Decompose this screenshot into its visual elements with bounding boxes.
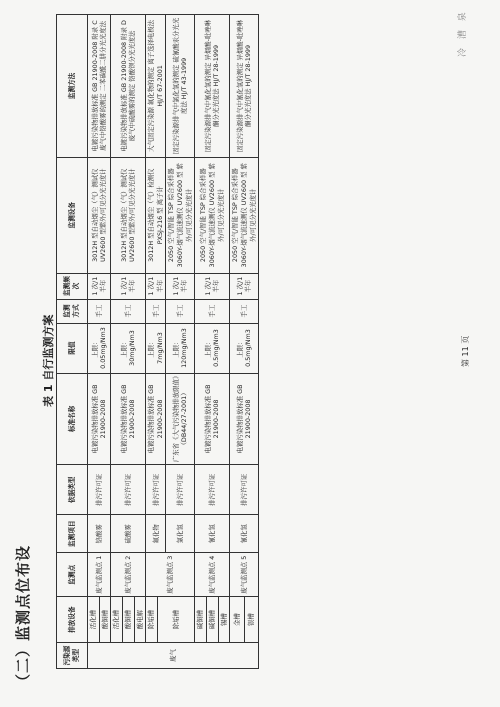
standard-cell: 广东省《大气污染物排放限值》（DB44/27-2001）: [166, 373, 195, 465]
frequency-cell: 1 次/1 半年: [88, 273, 111, 299]
header-cell: 污染源类型: [57, 643, 88, 669]
standard-cell: 电镀污染物排放标准 GB 21900-2008: [146, 373, 166, 465]
header-cell: 限值: [57, 323, 88, 373]
monitoring-plan-table: [56, 14, 259, 669]
equipment-cell: 酸铜槽: [122, 597, 134, 643]
basis-cell: 排污许可证: [146, 465, 166, 515]
equipment-cell: 除垢槽: [157, 597, 195, 643]
standard-cell: 电镀污染物排放标准 GB 21900-2008: [195, 373, 230, 465]
limit-cell: 上限：0.5mg/Nm3: [195, 323, 230, 373]
item-cell: 氰化氢: [230, 515, 259, 553]
table-row: [111, 15, 123, 669]
monitoring-point-cell: 废气监测点 2: [111, 553, 146, 597]
device-cell: 3012H 型自动烟尘（气）测试仪 UV2600 型紫外/可见分光光度计: [88, 157, 111, 273]
method-cell: 固定污染源排气中氰化氢的测定 异烟酸-吡唑啉酮分光光度法 HJ/T 28-1999: [195, 15, 230, 158]
mode-cell: 手工: [146, 299, 166, 323]
header-cell: 依据类型: [57, 465, 88, 515]
equipment-cell: 酸电解: [134, 597, 146, 643]
method-cell: 大气固定污染源 氟化物的测定 离子选择电极法 HJ/T 67-2001: [146, 15, 166, 158]
item-cell: 氰化氢: [195, 515, 230, 553]
device-cell: 2050 空气/智能 TSP 综合采样器 3060Y-烟气流速测仪 UV2600 型 紫外/可见分光光度计: [166, 157, 195, 273]
header-cell: 监测方法: [57, 15, 88, 158]
item-cell: 铬酸雾: [88, 515, 111, 553]
table-row: [146, 15, 158, 669]
basis-cell: 排污许可证: [88, 465, 111, 515]
stamp-mark: 冷 漕 泉: [458, 9, 468, 57]
equipment-cell: 活化槽: [111, 597, 123, 643]
frequency-cell: 1 次/1 半年: [166, 273, 195, 299]
pollution-type-cell: 废气: [88, 643, 259, 669]
table-header-row: [57, 15, 88, 669]
table-row: [230, 15, 244, 669]
header-cell: 监测点: [57, 553, 88, 597]
equipment-cell: 除垢槽: [146, 597, 158, 643]
header-cell: 监测方式: [57, 299, 88, 323]
mode-cell: 手工: [166, 299, 195, 323]
table-row: [88, 15, 100, 669]
limit-cell: 上限：30mg/Nm3: [111, 323, 146, 373]
frequency-cell: 1 次/1 半年: [195, 273, 230, 299]
table-row: [195, 15, 207, 669]
monitoring-point-cell: 废气监测点 4: [195, 553, 230, 597]
device-cell: 2050 空气/智能 TSP 综合采样器 3060Y-烟气流速测仪 UV2600 型 紫外/可见分光光度计: [230, 157, 259, 273]
standard-cell: 电镀污染物排放标准 GB 21900-2008: [111, 373, 146, 465]
mode-cell: 手工: [88, 299, 111, 323]
monitoring-point-cell: 废气监测点 1: [88, 553, 111, 597]
mode-cell: 手工: [195, 299, 230, 323]
equipment-cell: 锡槽: [218, 597, 230, 643]
equipment-cell: 金槽: [230, 597, 244, 643]
standard-cell: 电镀污染物排放标准 GB 21900-2008: [88, 373, 111, 465]
basis-cell: 排污许可证: [195, 465, 230, 515]
frequency-cell: 1 次/1 半年: [146, 273, 166, 299]
item-cell: 氟化物: [146, 515, 166, 553]
frequency-cell: 1 次/1 半年: [230, 273, 259, 299]
limit-cell: 上限：0.5mg/Nm3: [230, 323, 259, 373]
method-cell: 电镀污染物排放标准 GB 21900-2008 附录 D 废气中硫酸雾的测定 铬酸钡分光光度法: [111, 15, 146, 158]
item-cell: 氯化氢: [166, 515, 195, 553]
equipment-cell: 银槽: [244, 597, 258, 643]
equipment-cell: 活化槽: [88, 597, 100, 643]
limit-cell: 上限：7mg/Nm3: [146, 323, 166, 373]
equipment-cell: 碱铜槽: [207, 597, 219, 643]
mode-cell: 手工: [230, 299, 259, 323]
basis-cell: 排污许可证: [166, 465, 195, 515]
device-cell: 3012H 型自动烟尘（气）检测仪 PXSJ-216 型 离子计: [146, 157, 166, 273]
header-cell: 标准名称: [57, 373, 88, 465]
method-cell: 固定污染源排气中氯化氢的测定 硫氰酸汞分光光度法 HJ/T 43-1999: [166, 15, 195, 158]
basis-cell: 排污许可证: [230, 465, 259, 515]
method-cell: 电镀污染物排放标准 GB 21900-2008 附录 C 废气中铬酸雾的测定 二苯碳酰二肼分光光度法: [88, 15, 111, 158]
mode-cell: 手工: [111, 299, 146, 323]
device-cell: 3012H 型自动烟尘（气）测试仪 UV2600 型紫外/可见分光光度计: [111, 157, 146, 273]
section-title: （二）监测点位布设: [14, 544, 32, 689]
limit-cell: 上限：0.05mg/Nm3: [88, 323, 111, 373]
monitoring-point-cell: 废气监测点 3: [146, 553, 195, 597]
device-cell: 2050 空气/智能 TSP 综合采样器 3060Y-烟气流速测仪 UV2600 型 紫外/可见分光光度计: [195, 157, 230, 273]
standard-cell: 电镀污染物排放标准 GB 21900-2008: [230, 373, 259, 465]
item-cell: 硫酸雾: [111, 515, 146, 553]
header-cell: 排放设备: [57, 597, 88, 643]
equipment-cell: 酸铜槽: [99, 597, 111, 643]
monitoring-point-cell: 废气监测点 5: [230, 553, 259, 597]
limit-cell: 上限：120mg/Nm3: [166, 323, 195, 373]
page-number: 第 11 页: [461, 335, 470, 367]
table-title: 表 1 自行监测方案: [42, 314, 55, 407]
header-cell: 监测频次: [57, 273, 88, 299]
equipment-cell: 碱铜槽: [195, 597, 207, 643]
basis-cell: 排污许可证: [111, 465, 146, 515]
method-cell: 固定污染源排气中氰化氢的测定 异烟酸-吡唑啉酮分光光度法 HJ/T 28-1999: [230, 15, 259, 158]
frequency-cell: 1 次/1 半年: [111, 273, 146, 299]
header-cell: 监测项目: [57, 515, 88, 553]
header-cell: 监测设备: [57, 157, 88, 273]
